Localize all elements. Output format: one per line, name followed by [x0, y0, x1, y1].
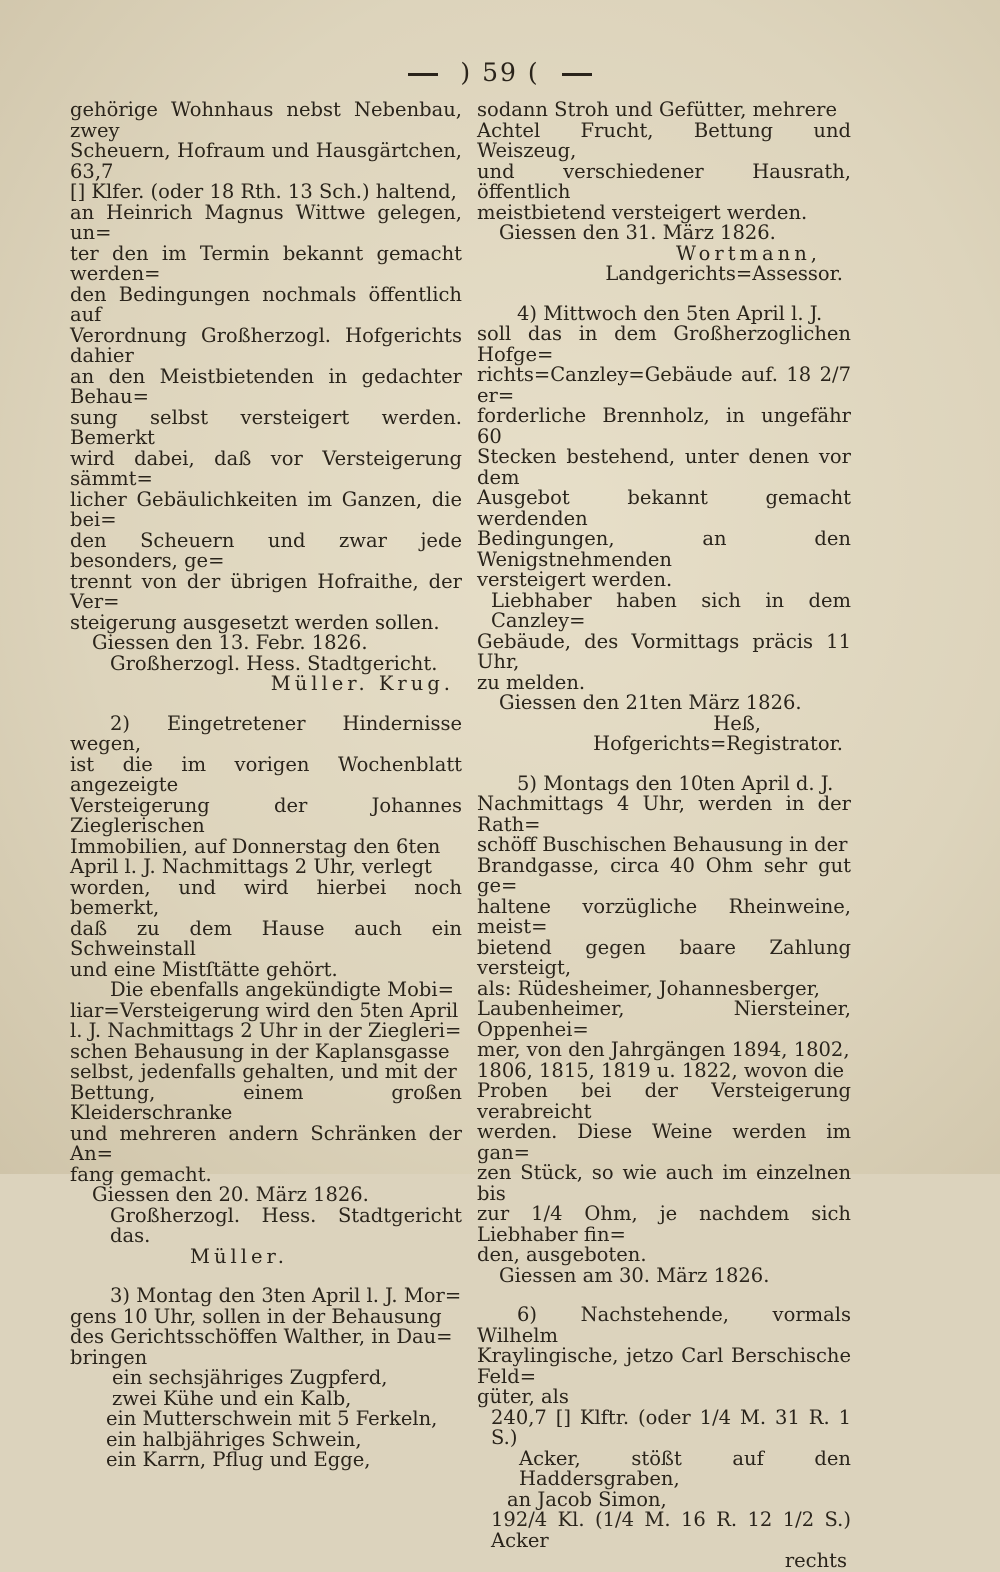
text-line: Scheuern, Hofraum und Hausgärtchen, 63,7: [70, 139, 462, 183]
notice-signature-names: Müller.: [190, 1244, 288, 1268]
list-item: zwei Kühe und ein Kalb,: [112, 1386, 352, 1410]
text-line: werden. Diese Weine werden im gan=: [477, 1120, 851, 1164]
notice-signature-names: Müller. Krug.: [270, 672, 454, 695]
text-line: zen Stück, so wie auch im einzelnen bis: [477, 1161, 851, 1205]
text-line: 3) Montag den 3ten April l. J. Mor=: [110, 1284, 462, 1307]
text-line: ist die im vorigen Wochenblatt angezeigte: [70, 752, 462, 796]
text-line: Gebäude, des Vormittags präcis 11 Uhr,: [477, 629, 851, 673]
text-line: an Heinrich Magnus Wittwe gelegen, un=: [70, 200, 462, 244]
text-line: worden, und wird hierbei noch bemerkt,: [70, 875, 462, 919]
text-line: Versteigerung der Johannes Zieglerischen: [70, 793, 462, 837]
notice-6: [477, 1305, 851, 1572]
notice-2: [70, 711, 462, 1268]
text-line: schen Behausung in der Kaplansgasse: [70, 1039, 450, 1063]
text-line: bietend gegen baare Zahlung versteigt,: [477, 935, 851, 979]
text-line: forderliche Brennholz, in ungefähr 60: [477, 404, 851, 448]
notice-date: Giessen den 20. März 1826.: [92, 1183, 369, 1206]
notice-signature: Hofgerichts=Registrator.: [593, 732, 843, 755]
notice-signature: Großherzogl. Hess. Stadtgericht das.: [110, 1203, 462, 1247]
notice-date: Giessen den 13. Febr. 1826.: [92, 631, 368, 654]
notice-3-continuation: [477, 100, 851, 285]
text-line: 6) Nachstehende, vormals Wilhelm: [477, 1303, 851, 1347]
list-item: ein Mutterschwein mit 5 Ferkeln,: [106, 1407, 438, 1430]
list-item: ein sechsjähriges Zugpferd,: [112, 1366, 388, 1389]
text-line: als: Rüdesheimer, Johannesberger,: [477, 976, 821, 1000]
notice-signature: Landgerichts=Assessor.: [605, 262, 843, 285]
notice-date: Giessen am 30. März 1826.: [499, 1263, 770, 1287]
catchword: rechts: [784, 1549, 847, 1572]
text-line: selbst, jedenfalls gehalten, und mit der: [70, 1060, 457, 1083]
text-line: gehörige Wohnhaus nebst Nebenbau, zwey: [70, 98, 462, 142]
text-line: richts=Canzley=Gebäude auf. 18 2/7 er=: [477, 363, 851, 407]
right-column: [477, 100, 851, 1572]
text-line: Proben bei der Versteigerung verabreicht: [477, 1079, 851, 1123]
text-line: l. J. Nachmittags 2 Uhr in der Ziegleri=: [70, 1019, 462, 1042]
page-number: ) 59 (: [460, 58, 540, 87]
text-line: April l. J. Nachmittags 2 Uhr, verlegt: [70, 855, 432, 878]
text-line: mer, von den Jahrgängen 1894, 1802,: [477, 1038, 850, 1061]
notice-3: [70, 1286, 462, 1471]
text-line: meistbietend versteigert werden.: [477, 200, 808, 224]
text-line: daß zu dem Hause auch ein Schweinstall: [70, 916, 462, 960]
text-line: sung selbst versteigert werden. Bemerkt: [70, 405, 462, 449]
text-line: Brandgasse, circa 40 Ohm sehr gut ge=: [477, 853, 851, 897]
text-line: Bettung, einem großen Kleiderschranke: [70, 1080, 462, 1124]
text-line: Immobilien, auf Donnerstag den 6ten: [70, 834, 441, 858]
text-line: liar=Versteigerung wird den 5ten April: [70, 998, 459, 1022]
text-line: zur 1/4 Ohm, je nachdem sich Liebhaber fin=: [477, 1202, 851, 1246]
text-line: Laubenheimer, Niersteiner, Oppenhei=: [477, 997, 851, 1041]
list-item: ein Karrn, Pflug und Egge,: [106, 1448, 371, 1471]
notice-signature: Großherzogl. Hess. Stadtgericht.: [110, 651, 438, 675]
text-line: und eine Mistſtätte gehört.: [70, 957, 338, 981]
text-line: den, ausgeboten.: [477, 1243, 647, 1266]
text-line: Verordnung Großherzogl. Hofgerichts dahier: [70, 323, 462, 367]
text-line: versteigert werden.: [477, 568, 673, 591]
notice-date: Giessen den 31. März 1826.: [499, 221, 776, 244]
notice-5: [477, 771, 851, 1287]
text-line: ter den im Termin bekannt gemacht werden=: [70, 241, 462, 285]
text-line: gens 10 Uhr, sollen in der Behausung: [70, 1304, 442, 1328]
text-line: Liebhaber haben sich in dem Canzley=: [491, 588, 851, 632]
text-line: wird dabei, daß vor Versteigerung sämmt=: [70, 446, 462, 490]
text-line: des Gerichtsschöffen Walther, in Dau=: [70, 1325, 453, 1348]
list-item: an Jacob Simon,: [507, 1487, 667, 1511]
list-item: 192/4 Kl. (1/4 M. 16 R. 12 1/2 S.) Acker: [491, 1508, 851, 1552]
text-line: haltene vorzügliche Rheinweine, meist=: [477, 894, 851, 938]
text-line: zu melden.: [477, 670, 586, 694]
text-line: Kraylingische, jetzo Carl Berschische Feld=: [477, 1344, 851, 1388]
text-line: Bedingungen, an den Wenigstnehmenden: [477, 527, 851, 571]
text-line: Die ebenfalls angekündigte Mobi=: [110, 978, 454, 1001]
page-header: [0, 58, 1000, 94]
list-item: ein halbjähriges Schwein,: [106, 1427, 362, 1451]
text-line: soll das in dem Großherzoglichen Hofge=: [477, 322, 851, 366]
text-line: sodann Stroh und Gefütter, mehrere: [477, 98, 837, 121]
text-line: Nachmittags 4 Uhr, werden in der Rath=: [477, 792, 851, 836]
text-line: 2) Eingetretener Hindernisse wegen,: [70, 711, 462, 755]
list-item: 240,7 [] Klftr. (oder 1/4 M. 31 R. 1 S.): [491, 1405, 851, 1449]
text-line: den Scheuern und zwar jede besonders, ge=: [70, 528, 462, 572]
text-line: fang gemacht.: [70, 1162, 212, 1186]
header-dash-right: [562, 73, 592, 76]
list-item: Acker, stößt auf den Haddersgraben,: [519, 1446, 851, 1490]
text-line: 5) Montags den 10ten April d. J.: [517, 771, 834, 795]
text-line: bringen: [70, 1345, 148, 1369]
text-line: Stecken bestehend, unter denen vor dem: [477, 445, 851, 489]
text-line: und mehreren andern Schränken der An=: [70, 1121, 462, 1165]
left-column: [70, 100, 462, 1471]
text-line: steigerung ausgesetzt werden sollen.: [70, 610, 440, 634]
text-line: und verschiedener Hausrath, öffentlich: [477, 159, 851, 203]
text-line: 1806, 1815, 1819 u. 1822, wovon die: [477, 1058, 845, 1082]
text-line: 4) Mittwoch den 5ten April l. J.: [517, 301, 823, 325]
text-line: den Bedingungen nochmals öffentlich auf: [70, 282, 462, 326]
text-line: schöff Buschischen Behausung in der: [477, 833, 848, 856]
text-line: Ausgebot bekannt gemacht werdenden: [477, 486, 851, 530]
text-line: Achtel Frucht, Bettung und Weiszeug,: [477, 118, 851, 162]
notice-4: [477, 301, 851, 755]
text-line: licher Gebäulichkeiten im Ganzen, die bei=: [70, 487, 462, 531]
notice-1-continuation: [70, 100, 462, 695]
text-line: güter, als: [477, 1385, 569, 1408]
notice-signature-names: Wortmann,: [675, 241, 821, 265]
text-line: [] Klfer. (oder 18 Rth. 13 Sch.) haltend,: [70, 180, 457, 203]
header-dash-left: [408, 73, 438, 76]
notice-signature-names: Heß,: [713, 711, 761, 735]
text-line: an den Meistbietenden in gedachter Behau=: [70, 364, 462, 408]
notice-date: Giessen den 21ten März 1826.: [499, 691, 802, 714]
text-line: trennt von der übrigen Hofraithe, der Ver=: [70, 569, 462, 613]
